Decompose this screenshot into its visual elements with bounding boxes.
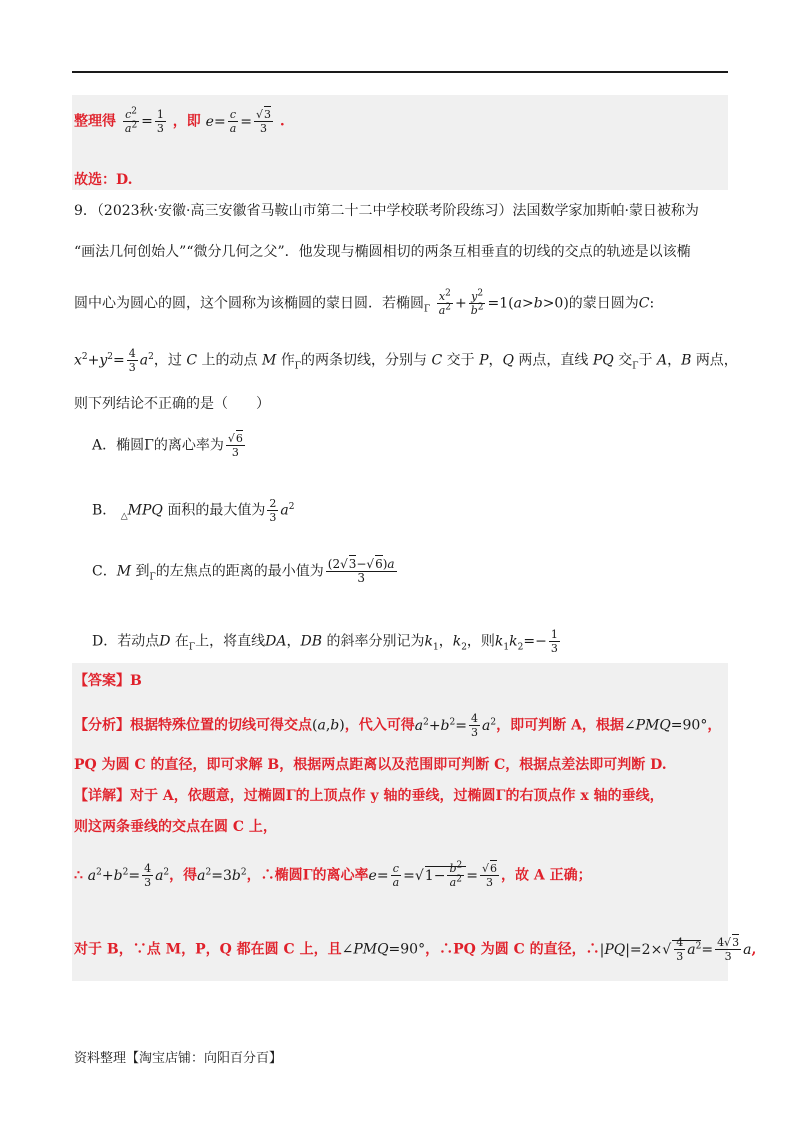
text: B． bbox=[92, 502, 117, 519]
text: 【详解】 bbox=[74, 788, 130, 804]
footer-text: 资料整理【淘宝店铺：向阳百分百】 bbox=[74, 1051, 283, 1066]
option-d: D．若动点D 在$_\Gamma$上，将直线DA，DB 的斜率分别记为$k_1$，$k_2$，则$k_1k_2=-$ $\frac{1}{3}$ bbox=[92, 628, 558, 655]
header-rule bbox=[72, 71, 728, 73]
text: 的两条切线，分别与 bbox=[300, 352, 427, 369]
text: 根据特殊位置的切线可得交点 bbox=[130, 717, 312, 734]
text: 到 bbox=[135, 563, 150, 580]
text: ，则 bbox=[466, 633, 495, 650]
text: ∴ bbox=[74, 867, 83, 884]
question-line-1 bbox=[74, 201, 699, 221]
text: 面积的最大值为 bbox=[167, 502, 266, 519]
text: 的左焦点的距离的最小值为 bbox=[155, 563, 324, 580]
text: ，代入可得 bbox=[344, 717, 415, 734]
question-line-2: “画法几何创始人”“微分几何之父”．他发现与椭圆相切的两条互相垂直的切线的交点的轨迹是以该椭 bbox=[74, 244, 691, 260]
text: 上，将直线 bbox=[195, 633, 266, 650]
text: （2023秋·安徽·高三安徽省马鞍山市第二十二中学校联考阶段练习）法国数学家加斯帕·蒙日被称为 bbox=[96, 203, 699, 219]
text: 在 bbox=[174, 633, 189, 650]
solution-line-1: 整理得 $\frac{c^2}{a^2}$ = $\frac{1}{3}$ ，即 e= $\frac{c}{a}$ = $\frac{√3}{3}$ . bbox=[74, 106, 285, 135]
text: C． bbox=[92, 563, 117, 580]
text: 的斜率分别记为 bbox=[326, 633, 425, 650]
text: 对于 A，依题意，过椭圆Γ的上顶点作 y 轴的垂线，过椭圆Γ的右顶点作 x 轴的垂线， bbox=[130, 788, 664, 804]
text: 交 bbox=[618, 352, 633, 369]
text: . bbox=[279, 113, 285, 130]
option-a: A．椭圆Γ的离心率为 $\frac{√6}{3}$ bbox=[92, 432, 243, 459]
text: 【分析】 bbox=[74, 717, 130, 734]
text: A．椭圆Γ的离心率为 bbox=[92, 437, 224, 454]
question-line-3: 圆中心为圆心的圆，这个圆称为该椭圆的蒙日圆．若椭圆$_\Gamma$ $\frac{x^2}{a^2}$ + $\frac{y^2}{b^2}$ =1(a>b>0)的蒙日圆为C: bbox=[74, 288, 655, 317]
text: 作 bbox=[280, 352, 295, 369]
text: 于 bbox=[638, 352, 653, 369]
text: 上的动点 bbox=[201, 352, 258, 369]
text: 两点，直线 bbox=[518, 352, 589, 369]
analysis-line-1: 【分析】根据特殊位置的切线可得交点(a,b)，代入可得$a^2+b^2=$ $\frac{4}{3}$ $a^2$，即可判断 A，根据∠PMQ=90°， bbox=[74, 712, 722, 739]
text: ，过 bbox=[153, 352, 182, 369]
text: ，即可判断 A，根据 bbox=[496, 717, 624, 734]
text: 的蒙日圆为 bbox=[568, 295, 639, 312]
option-b: B． $_\triangle$MPQ 面积的最大值为 $\frac{2}{3}$ $a^2$ bbox=[92, 497, 295, 524]
solution-line-2: 故选：D. bbox=[74, 172, 133, 188]
text: 整理得 bbox=[74, 113, 116, 130]
text: 交于 bbox=[446, 352, 475, 369]
text: 两点， bbox=[695, 352, 738, 369]
text: , bbox=[751, 941, 757, 958]
text: ，得 bbox=[169, 867, 198, 884]
question-line-5: 则下列结论不正确的是（ ） bbox=[74, 396, 270, 412]
option-c: C．M 到$_\Gamma$的左焦点的距离的最小值为 $\frac{(2√3-√6)a}{3}$ bbox=[92, 557, 395, 585]
answer-tag: 【答案】B bbox=[74, 673, 142, 689]
text: D．若动点 bbox=[92, 633, 160, 650]
analysis-line-2: PQ 为圆 C 的直径，即可求解 B，根据两点距离以及范围即可判断 C，根据点差法即可判断 D. bbox=[74, 757, 667, 773]
text: ，∴PQ 为圆 C 的直径，∴ bbox=[425, 941, 600, 958]
detail-line-1 bbox=[74, 786, 664, 806]
text: ，故 A 正确； bbox=[500, 867, 592, 884]
text: ，即 bbox=[172, 113, 201, 130]
question-number: 9． bbox=[74, 203, 97, 219]
detail-line-2: 则这两条垂线的交点在圆 C 上， bbox=[74, 819, 277, 835]
text: 对于 B，∵点 M，P，Q 都在圆 C 上，且 bbox=[74, 941, 342, 958]
detail-line-3: ∴ $a^2+b^2=$ $\frac{4}{3}$ $a^2$，得$a^2=3b^2$，∴椭圆Γ的离心率e= $\frac{c}{a}$ =√1− $\frac{b^2}{a^2}$ = $\frac{√6}{3}$ ，故 A 正确； bbox=[74, 860, 592, 889]
question-line-4: $x^2+y^2=$ $\frac{4}{3}$ $a^2$，过 C 上的动点 M 作$_\Gamma$的两条切线，分别与 C 交于 P，Q 两点，直线 PQ 交$_\Gamma$于 A，B 两点， bbox=[74, 347, 738, 374]
detail-line-4: 对于 B，∵点 M，P，Q 都在圆 C 上，且∠PMQ=90°，∴PQ 为圆 C 的直径，∴|PQ|=2×√ $\frac{4}{3}$ $a^2=$ $\frac{4√3}{3}$ a, bbox=[74, 936, 757, 963]
text: ，∴椭圆Γ的离心率 bbox=[246, 867, 369, 884]
text: 圆中心为圆心的圆，这个圆称为该椭圆的蒙日圆．若椭圆 bbox=[74, 295, 424, 312]
